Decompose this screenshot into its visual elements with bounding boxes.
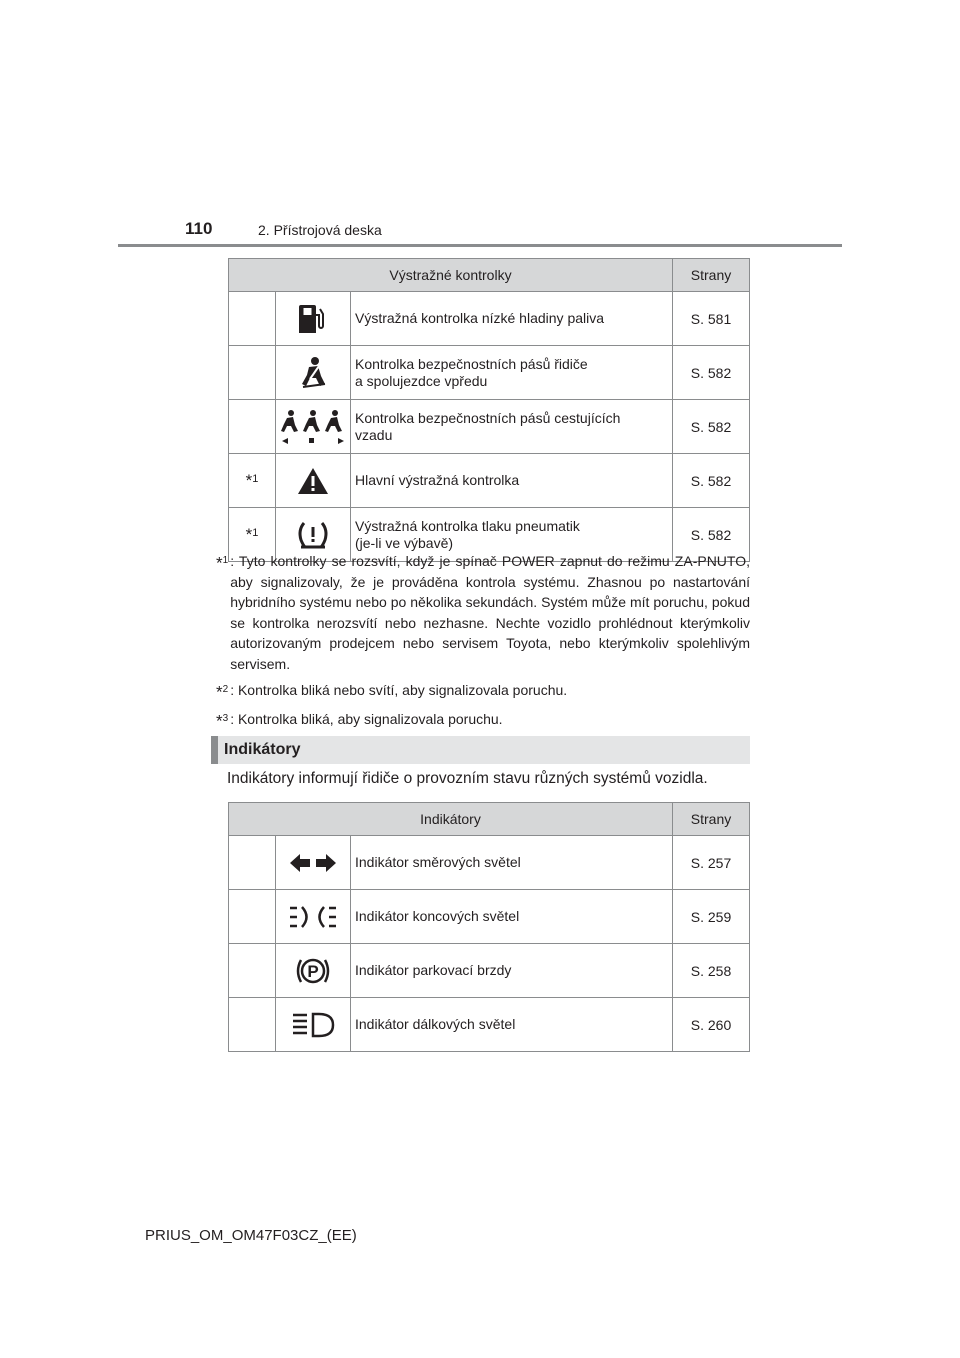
page-reference: S. 582: [673, 454, 750, 508]
footnote-1: *$^1$ : Tyto kontrolky se rozsvítí, když je spínač POWER zapnut do režimu ZA-PNUTO, aby signalizovaly, že je prováděna kontrola systému. Zhasnou po nastartování hybridního systému nebo po několika sekundách. Systém může mít poruchu, pokud se kontrolka nerozsvítí nebo nezhasne. Nechte vozidlo prohlédnout kterýmkoliv autorizovaným prodejcem nebo servisem Toyota, nebo kterýmkoliv spolehlivým servisem.: [216, 553, 750, 672]
footnote-mark: [229, 400, 276, 454]
indicator-description: Indikátor koncových světel: [351, 890, 673, 944]
page-reference: S. 258: [673, 944, 750, 998]
section-heading-bar: [211, 736, 218, 764]
page-reference: S. 582: [673, 508, 750, 562]
footnote-mark: [229, 292, 276, 346]
footnote-3: *$^3$ : Kontrolka bliká, aby signalizovala poruchu.: [216, 711, 503, 731]
page-reference: S. 257: [673, 836, 750, 890]
seatbelt-icon: [276, 346, 351, 400]
indicator-description: Indikátor dálkových světel: [351, 998, 673, 1052]
document-code: PRIUS_OM_OM47F03CZ_(EE): [145, 1227, 357, 1244]
page-reference: S. 582: [673, 400, 750, 454]
table-row: [229, 400, 750, 454]
table-header-row: [229, 259, 750, 292]
section-heading: [211, 736, 750, 764]
page-number: 110: [185, 219, 213, 238]
warning-description: Kontrolka bezpečnostních pásů cestujících vzadu: [351, 400, 673, 454]
column-header-warning-lights: Výstražné kontrolky: [229, 259, 673, 292]
master-warning-icon: [276, 454, 351, 508]
turn-signal-icon: [276, 836, 351, 890]
page-reference: S. 581: [673, 292, 750, 346]
header-rule: [118, 244, 842, 247]
footnote-mark: [229, 346, 276, 400]
warning-description: Výstražná kontrolka tlaku pneumatik (je-li ve výbavě): [351, 508, 673, 562]
table-row: [229, 454, 750, 508]
column-header-indicators: Indikátory: [229, 803, 673, 836]
footnote-mark: *1: [229, 454, 276, 508]
table-row: [229, 944, 750, 998]
table-row: [229, 890, 750, 944]
svg-text:P: P: [307, 961, 319, 981]
warning-description: Hlavní výstražná kontrolka: [351, 454, 673, 508]
footnotes: [216, 551, 750, 738]
table-row: [229, 292, 750, 346]
column-header-pages: Strany: [673, 803, 750, 836]
table-row: [229, 998, 750, 1052]
low-fuel-icon: [276, 292, 351, 346]
rear-seatbelt-icon: [276, 400, 351, 454]
section-intro: Indikátory informují řidiče o provozním stavu různých systémů vozidla.: [227, 770, 708, 787]
footnote-mark: *1: [229, 508, 276, 562]
page-reference: S. 260: [673, 998, 750, 1052]
page-reference: S. 582: [673, 346, 750, 400]
parking-brake-icon: [276, 944, 351, 998]
warning-lights-table: [228, 258, 750, 562]
indicator-description: Indikátor směrových světel: [351, 836, 673, 890]
page-header: [0, 0, 960, 250]
table-header-row: [229, 803, 750, 836]
table-row: [229, 346, 750, 400]
tail-light-icon: [276, 890, 351, 944]
section-title: Indikátory: [224, 741, 301, 758]
high-beam-icon: [276, 998, 351, 1052]
table-row: [229, 836, 750, 890]
chapter-title: 2. Přístrojová deska: [258, 222, 382, 238]
warning-description: Výstražná kontrolka nízké hladiny paliva: [351, 292, 673, 346]
indicators-table: [228, 802, 750, 1052]
column-header-pages: Strany: [673, 259, 750, 292]
warning-description: Kontrolka bezpečnostních pásů řidiče a spolujezdce vpředu: [351, 346, 673, 400]
footnote-2: *$^2$ : Kontrolka bliká nebo svítí, aby signalizovala poruchu.: [216, 682, 568, 702]
indicator-description: Indikátor parkovací brzdy: [351, 944, 673, 998]
page-reference: S. 259: [673, 890, 750, 944]
